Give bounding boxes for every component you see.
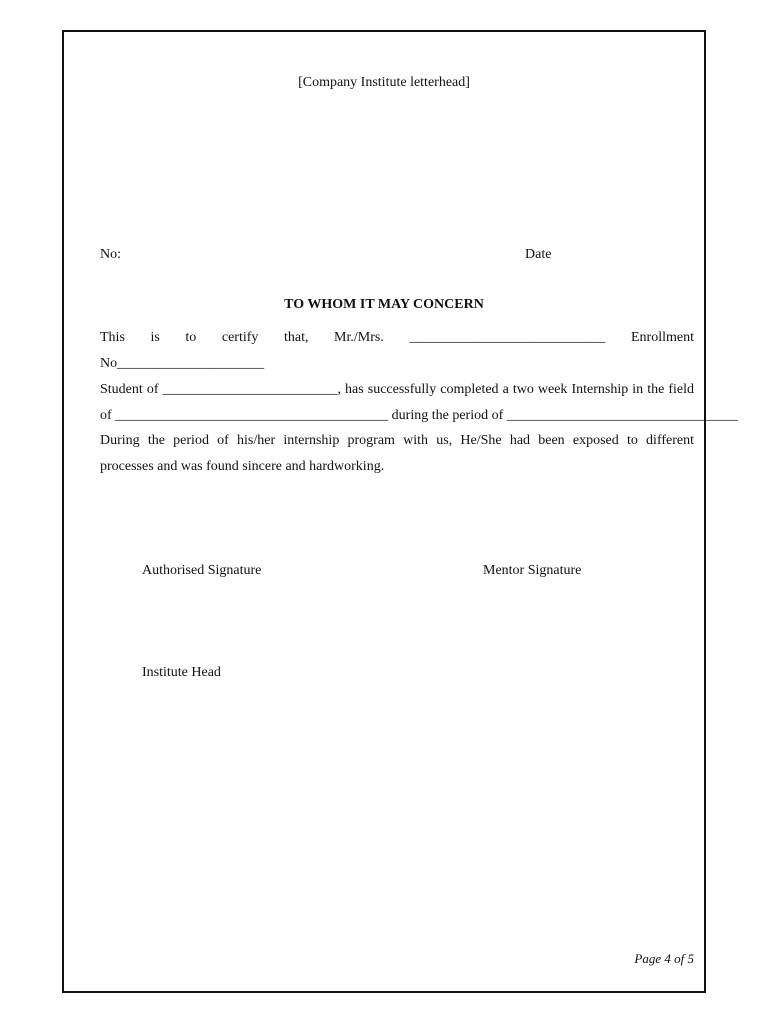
authorised-signature-label: Authorised Signature xyxy=(142,563,262,578)
reference-number-label: No: xyxy=(100,247,121,262)
certification-line-3: of _______________________________________ during the period of _________________________________ xyxy=(100,408,738,423)
certification-line-1: This is to certify that, Mr./Mrs. ____________________________ Enrollment No_____________________ xyxy=(100,330,694,371)
internship-line-2: processes and was found sincere and hardworking. xyxy=(100,459,385,474)
certification-line-2: Student of _________________________, has successfully completed a two week Internship in the field xyxy=(100,382,694,397)
institute-head-label: Institute Head xyxy=(142,665,221,680)
internship-paragraph xyxy=(100,428,694,480)
page-border xyxy=(62,30,738,993)
letterhead-placeholder: [Company Institute letterhead] xyxy=(298,75,470,90)
page-number: Page 4 of 5 xyxy=(634,951,694,966)
date-label: Date xyxy=(525,247,552,262)
certification-paragraph xyxy=(100,325,738,429)
mentor-signature-label: Mentor Signature xyxy=(483,563,582,578)
document-heading: TO WHOM IT MAY CONCERN xyxy=(284,297,484,312)
internship-line-1: During the period of his/her internship program with us, He/She had been exposed to different xyxy=(100,433,694,448)
